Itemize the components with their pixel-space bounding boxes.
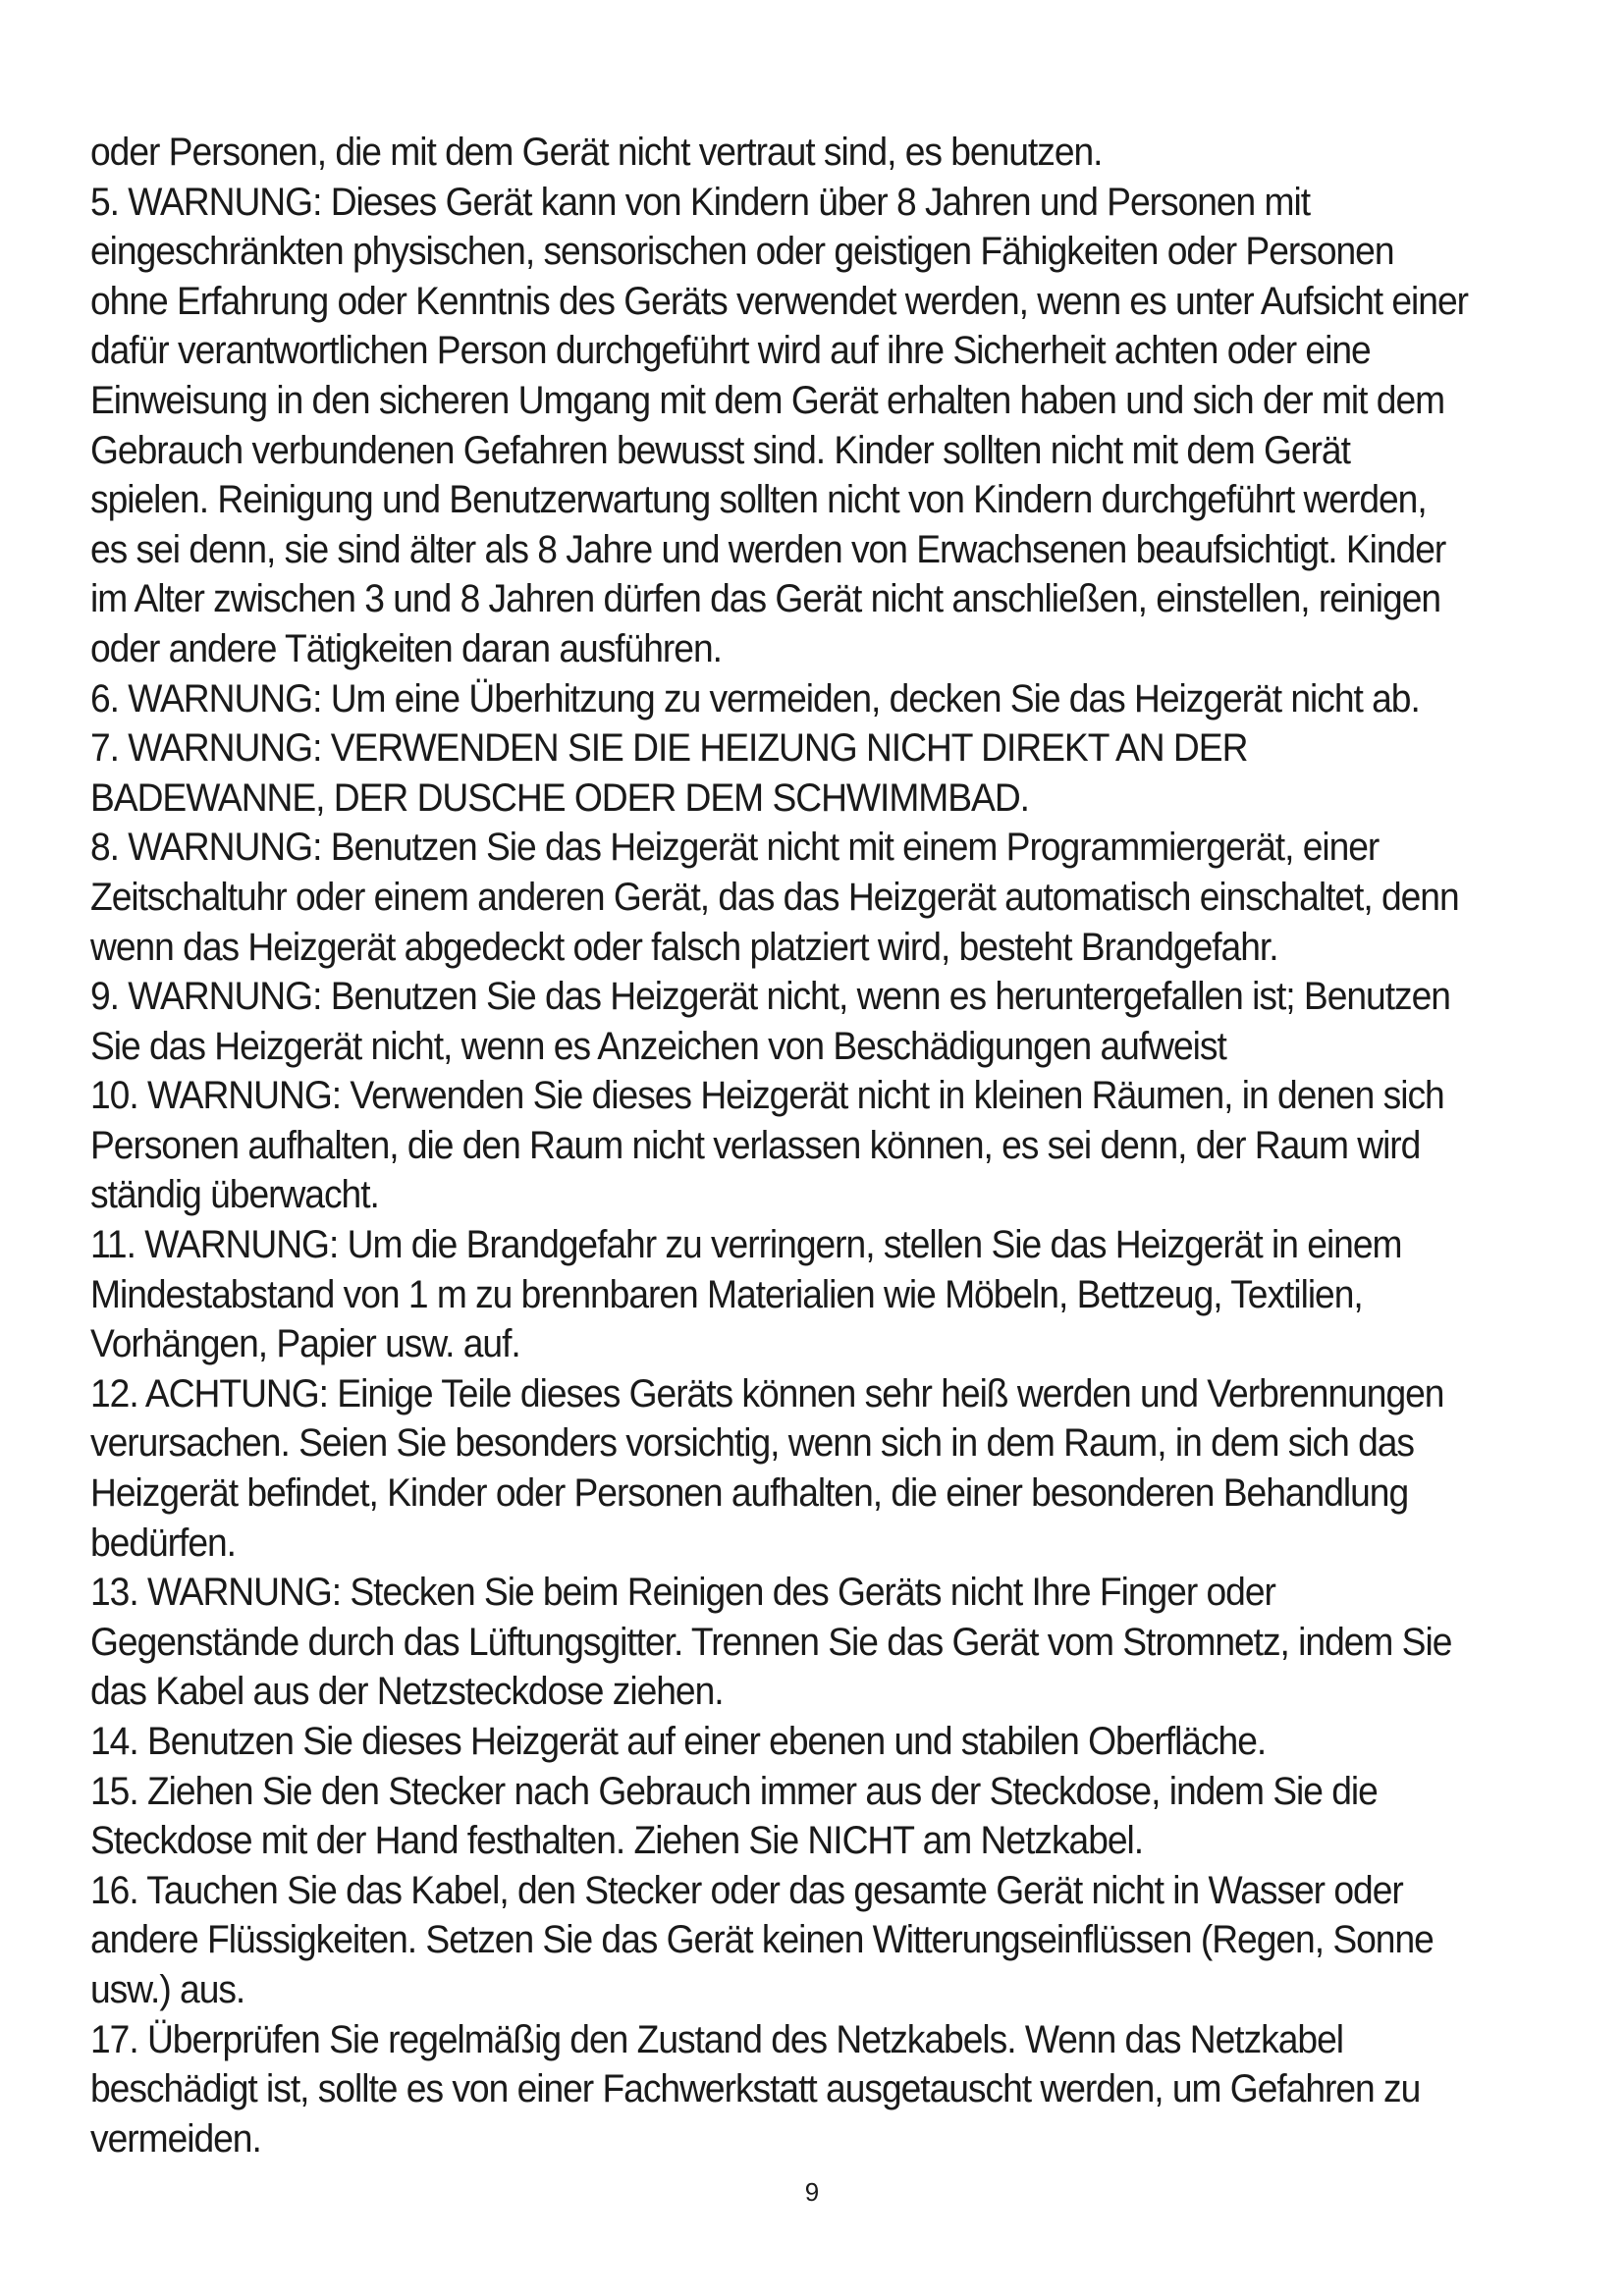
text-line-37: andere Flüssigkeiten. Setzen Sie das Gerät keinen Witterungseinflüssen (Regen, Sonne xyxy=(90,1918,1434,1962)
text-line-17: wenn das Heizgerät abgedeckt oder falsch platziert wird, besteht Brandgefahr. xyxy=(90,925,1278,969)
page-number: 9 xyxy=(804,2177,820,2207)
text-line-24: Mindestabstand von 1 m zu brennbaren Materialien wie Möbeln, Bettzeug, Textilien, xyxy=(90,1272,1363,1316)
text-line-6: Einweisung in den sicheren Umgang mit dem Gerät erhalten haben und sich der mit dem xyxy=(90,378,1445,422)
text-line-28: Heizgerät befindet, Kinder oder Personen aufhalten, die einer besonderen Behandlung xyxy=(90,1471,1409,1516)
text-line-8: spielen. Reinigung und Benutzerwartung sollten nicht von Kindern durchgeführt werden, xyxy=(90,478,1427,522)
text-line-19: Sie das Heizgerät nicht, wenn es Anzeichen von Beschädigungen aufweist xyxy=(90,1024,1226,1068)
text-line-31: Gegenstände durch das Lüftungsgitter. Trennen Sie das Gerät vom Stromnetz, indem Sie xyxy=(90,1620,1452,1664)
safety-instructions-text xyxy=(90,128,1468,2163)
text-line-9: es sei denn, sie sind älter als 8 Jahre und werden von Erwachsenen beaufsichtigt. Kinder xyxy=(90,527,1446,571)
text-line-39: 17. Überprüfen Sie regelmäßig den Zustand des Netzkabels. Wenn das Netzkabel xyxy=(90,2017,1343,2061)
text-line-16: Zeitschaltuhr oder einem anderen Gerät, das das Heizgerät automatisch einschaltet, denn xyxy=(90,875,1459,919)
text-line-34: 15. Ziehen Sie den Stecker nach Gebrauch immer aus der Steckdose, indem Sie die xyxy=(90,1769,1378,1813)
text-line-23: 11. WARNUNG: Um die Brandgefahr zu verringern, stellen Sie das Heizgerät in einem xyxy=(90,1223,1402,1267)
text-line-18: 9. WARNUNG: Benutzen Sie das Heizgerät nicht, wenn es heruntergefallen ist; Benutzen xyxy=(90,975,1450,1019)
text-line-3: eingeschränkten physischen, sensorischen oder geistigen Fähigkeiten oder Personen xyxy=(90,230,1394,274)
text-line-13: 7. WARNUNG: VERWENDEN SIE DIE HEIZUNG NICHT DIREKT AN DER xyxy=(90,726,1248,771)
text-line-15: 8. WARNUNG: Benutzen Sie das Heizgerät nicht mit einem Programmiergerät, einer xyxy=(90,826,1380,870)
text-line-5: dafür verantwortlichen Person durchgeführt wird auf ihre Sicherheit achten oder eine xyxy=(90,329,1371,373)
text-line-2: 5. WARNUNG: Dieses Gerät kann von Kindern über 8 Jahren und Personen mit xyxy=(90,180,1311,224)
text-line-27: verursachen. Seien Sie besonders vorsichtig, wenn sich in dem Raum, in dem sich das xyxy=(90,1421,1415,1466)
text-line-11: oder andere Tätigkeiten daran ausführen. xyxy=(90,626,722,670)
text-line-22: ständig überwacht. xyxy=(90,1173,379,1217)
text-line-20: 10. WARNUNG: Verwenden Sie dieses Heizgerät nicht in kleinen Räumen, in denen sich xyxy=(90,1074,1444,1118)
text-line-4: ohne Erfahrung oder Kenntnis des Geräts verwendet werden, wenn es unter Aufsicht einer xyxy=(90,279,1468,323)
text-line-38: usw.) aus. xyxy=(90,1967,245,2011)
text-line-40: beschädigt ist, sollte es von einer Fachwerkstatt ausgetauscht werden, um Gefahren zu xyxy=(90,2067,1421,2111)
text-line-21: Personen aufhalten, die den Raum nicht verlassen können, es sei denn, der Raum wird xyxy=(90,1123,1421,1167)
text-line-29: bedürfen. xyxy=(90,1521,236,1565)
text-line-14: BADEWANNE, DER DUSCHE ODER DEM SCHWIMMBAD. xyxy=(90,775,1029,820)
text-line-35: Steckdose mit der Hand festhalten. Ziehen Sie NICHT am Netzkabel. xyxy=(90,1819,1144,1863)
text-line-36: 16. Tauchen Sie das Kabel, den Stecker oder das gesamte Gerät nicht in Wasser oder xyxy=(90,1868,1403,1912)
text-line-25: Vorhängen, Papier usw. auf. xyxy=(90,1322,520,1366)
text-line-41: vermeiden. xyxy=(90,2116,261,2161)
text-line-1: oder Personen, die mit dem Gerät nicht vertraut sind, es benutzen. xyxy=(90,131,1103,174)
text-line-26: 12. ACHTUNG: Einige Teile dieses Geräts können sehr heiß werden und Verbrennungen xyxy=(90,1371,1444,1415)
text-line-7: Gebrauch verbundenen Gefahren bewusst sind. Kinder sollten nicht mit dem Gerät xyxy=(90,428,1350,472)
text-line-32: das Kabel aus der Netzsteckdose ziehen. xyxy=(90,1670,724,1714)
text-line-10: im Alter zwischen 3 und 8 Jahren dürfen das Gerät nicht anschließen, einstellen, reinigen xyxy=(90,577,1441,621)
text-line-12: 6. WARNUNG: Um eine Überhitzung zu vermeiden, decken Sie das Heizgerät nicht ab. xyxy=(90,676,1420,721)
text-line-30: 13. WARNUNG: Stecken Sie beim Reinigen des Geräts nicht Ihre Finger oder xyxy=(90,1571,1275,1615)
text-line-33: 14. Benutzen Sie dieses Heizgerät auf einer ebenen und stabilen Oberfläche. xyxy=(90,1720,1267,1763)
